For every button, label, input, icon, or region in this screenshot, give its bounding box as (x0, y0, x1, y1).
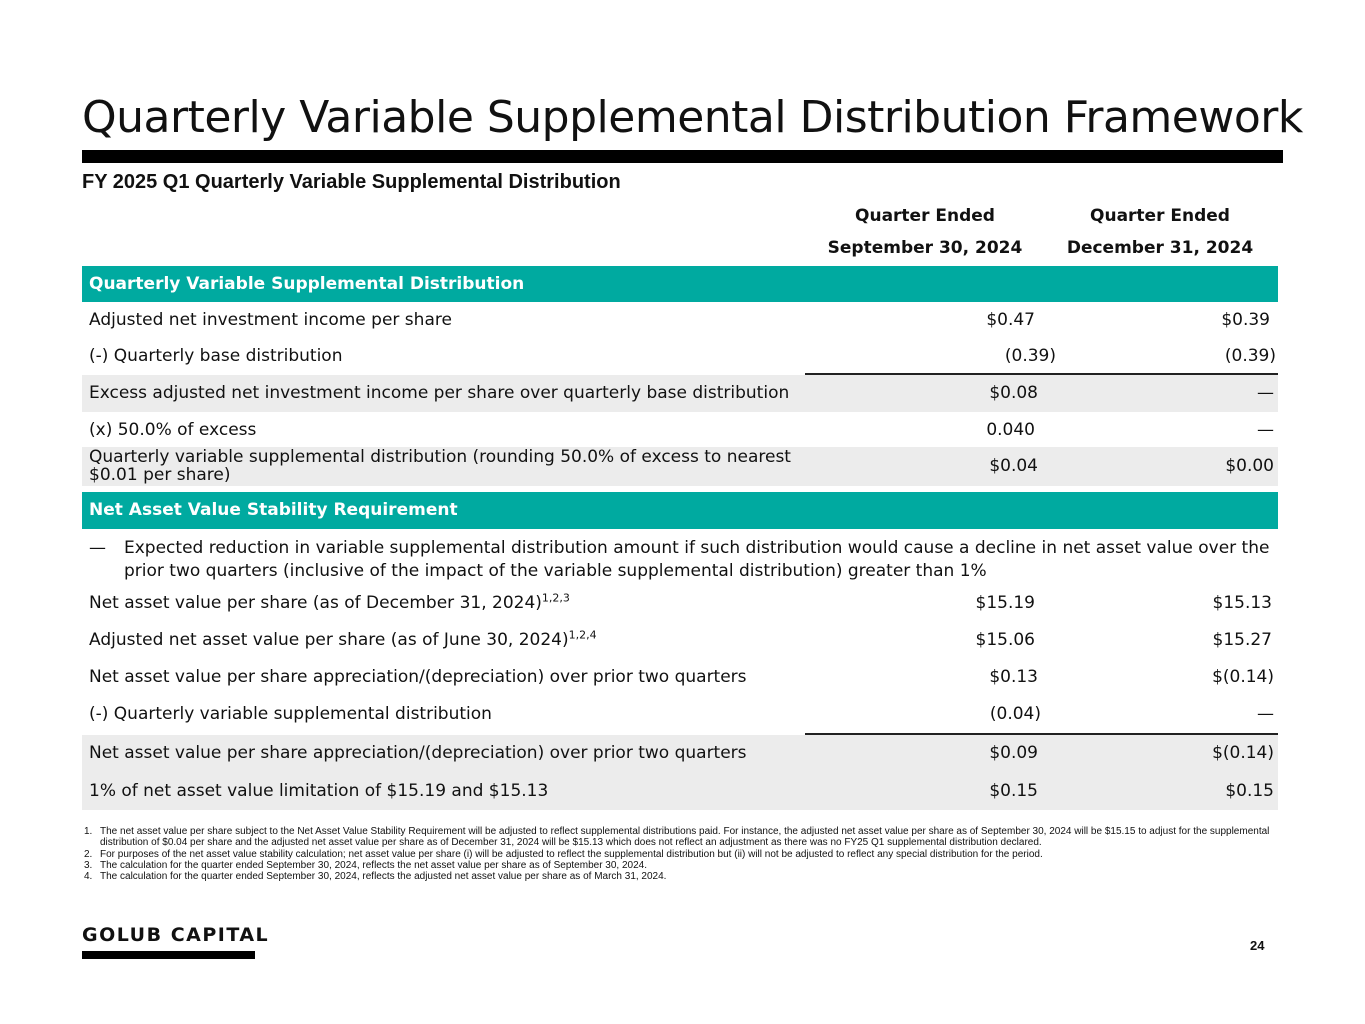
footnote-number: 4. (84, 871, 93, 883)
row-value-q2: — (1257, 420, 1274, 440)
bullet-text: Expected reduction in variable supplemental distribution amount if such distribution would cause a decline in net asset value over the prior two quarters (inclusive of the impact of the variable supplemental distribution) greater than 1% (124, 538, 1270, 581)
row-label (89, 585, 570, 622)
row-value-q1: $0.13 (989, 667, 1038, 687)
row-label: (-) Quarterly variable supplemental distribution (89, 704, 492, 724)
row-label-line2: $0.01 per share) (89, 465, 231, 485)
row-label: Excess adjusted net investment income per share over quarterly base distribution (89, 383, 790, 403)
row-value-q1: $0.47 (986, 310, 1035, 330)
footnotes (84, 826, 1279, 882)
table-row (82, 375, 1278, 412)
column-header-line1: Quarter Ended (1090, 206, 1230, 226)
row-value-q1: $0.04 (989, 456, 1038, 476)
footnote-number: 1. (84, 826, 93, 837)
section-header-nav-stability (82, 492, 1278, 529)
table-row (82, 772, 1278, 810)
row-label (89, 448, 791, 484)
title-rule (82, 150, 1283, 163)
row-label: Net asset value per share appreciation/(depreciation) over prior two quarters (89, 743, 747, 763)
footnote (84, 860, 1279, 871)
row-label: Adjusted net investment income per share (89, 310, 452, 330)
table-row (82, 622, 1278, 659)
row-value-q2: — (1257, 704, 1274, 724)
logo-underline-bar (82, 951, 255, 959)
row-value-q2: $15.27 (1212, 630, 1272, 650)
table-row (82, 302, 1278, 339)
footnote (84, 849, 1279, 860)
golub-capital-logo: GOLUB CAPITAL (82, 924, 270, 946)
row-value-q1: $0.09 (989, 743, 1038, 763)
row-value-q1: $15.06 (975, 630, 1035, 650)
footnote-number: 2. (84, 848, 93, 860)
footnote-ref: 1,2,3 (541, 591, 570, 605)
table-row (82, 412, 1278, 448)
section-header-label: Net Asset Value Stability Requirement (89, 500, 458, 520)
row-value-q2: $15.13 (1212, 593, 1272, 613)
row-value-q1: $0.08 (989, 383, 1038, 403)
bullet-dash: — (89, 538, 106, 558)
footnote-text: The calculation for the quarter ended September 30, 2024, reflects the net asset value per share as of September 30, 2024. (100, 859, 648, 871)
section-header-label: Quarterly Variable Supplemental Distribution (89, 274, 525, 294)
row-value-q2: $(0.14) (1212, 743, 1274, 763)
section-header-distribution (82, 266, 1278, 302)
table-row (82, 338, 1278, 375)
row-value-q2: $0.00 (1225, 456, 1274, 476)
row-label-text: Adjusted net asset value per share (as of June 30, 2024) (89, 630, 569, 650)
row-label (89, 622, 597, 659)
row-value-q2: — (1257, 383, 1274, 403)
table-row (82, 659, 1278, 696)
row-value-q2: (0.39) (1224, 346, 1276, 366)
row-value-q1: (0.39) (1004, 346, 1056, 366)
row-value-q1: $15.19 (975, 593, 1035, 613)
footnote-ref: 1,2,4 (568, 628, 597, 642)
column-header-line1: Quarter Ended (855, 206, 995, 226)
footnote (84, 826, 1279, 849)
table-subtitle: FY 2025 Q1 Quarterly Variable Supplemental Distribution (82, 171, 621, 193)
row-label-text: Net asset value per share (as of December 31, 2024) (89, 593, 542, 613)
column-header-line2: September 30, 2024 (827, 238, 1023, 258)
footnote-text: The calculation for the quarter ended September 30, 2024, reflects the adjusted net asset value per share as of March 31, 2024. (100, 871, 667, 883)
table-row (82, 447, 1278, 486)
table-row (82, 735, 1278, 772)
row-label: 1% of net asset value limitation of $15.19 and $15.13 (89, 781, 549, 801)
footnote (84, 871, 1279, 882)
row-label-line1: Quarterly variable supplemental distribution (rounding 50.0% of excess to nearest (89, 447, 791, 467)
row-label: (-) Quarterly base distribution (89, 346, 343, 366)
footnote-number: 3. (84, 859, 93, 871)
row-value-q1: $0.15 (989, 781, 1038, 801)
row-value-q1: 0.040 (986, 420, 1035, 440)
row-label: (x) 50.0% of excess (89, 420, 257, 440)
column-header-line2: December 31, 2024 (1066, 238, 1254, 258)
row-label: Net asset value per share appreciation/(depreciation) over prior two quarters (89, 667, 747, 687)
row-value-q2: $0.15 (1225, 781, 1274, 801)
footnote-text: The net asset value per share subject to the Net Asset Value Stability Requirement will be adjusted to reflect supplemental distributions paid. For instance, the adjusted net asset value per share as of September 30, 2024 will be $15.15 to adjust for the supplemental distribution of $0.04 per share and the adjusted net asset value per share as of December 31, 2024 will be $15.13 which does not reflect an adjustment as there was no FY25 Q1 supplemental distribution declared. (100, 826, 1270, 849)
table-row (82, 696, 1278, 733)
footnote-text: For purposes of the net asset value stability calculation; net asset value per share (i) will be adjusted to reflect the supplemental distribution but (ii) will not be adjusted to reflect any special distribution for the period. (100, 848, 1043, 860)
page-title: Quarterly Variable Supplemental Distribution Framework (82, 92, 1303, 143)
row-value-q1: (0.04) (989, 704, 1041, 724)
row-value-q2: $(0.14) (1212, 667, 1274, 687)
table-row (82, 585, 1278, 622)
column-header-sep-2024 (820, 200, 1030, 264)
row-value-q2: $0.39 (1221, 310, 1270, 330)
page-number: 24 (1250, 938, 1265, 953)
column-header-dec-2024 (1055, 200, 1265, 264)
